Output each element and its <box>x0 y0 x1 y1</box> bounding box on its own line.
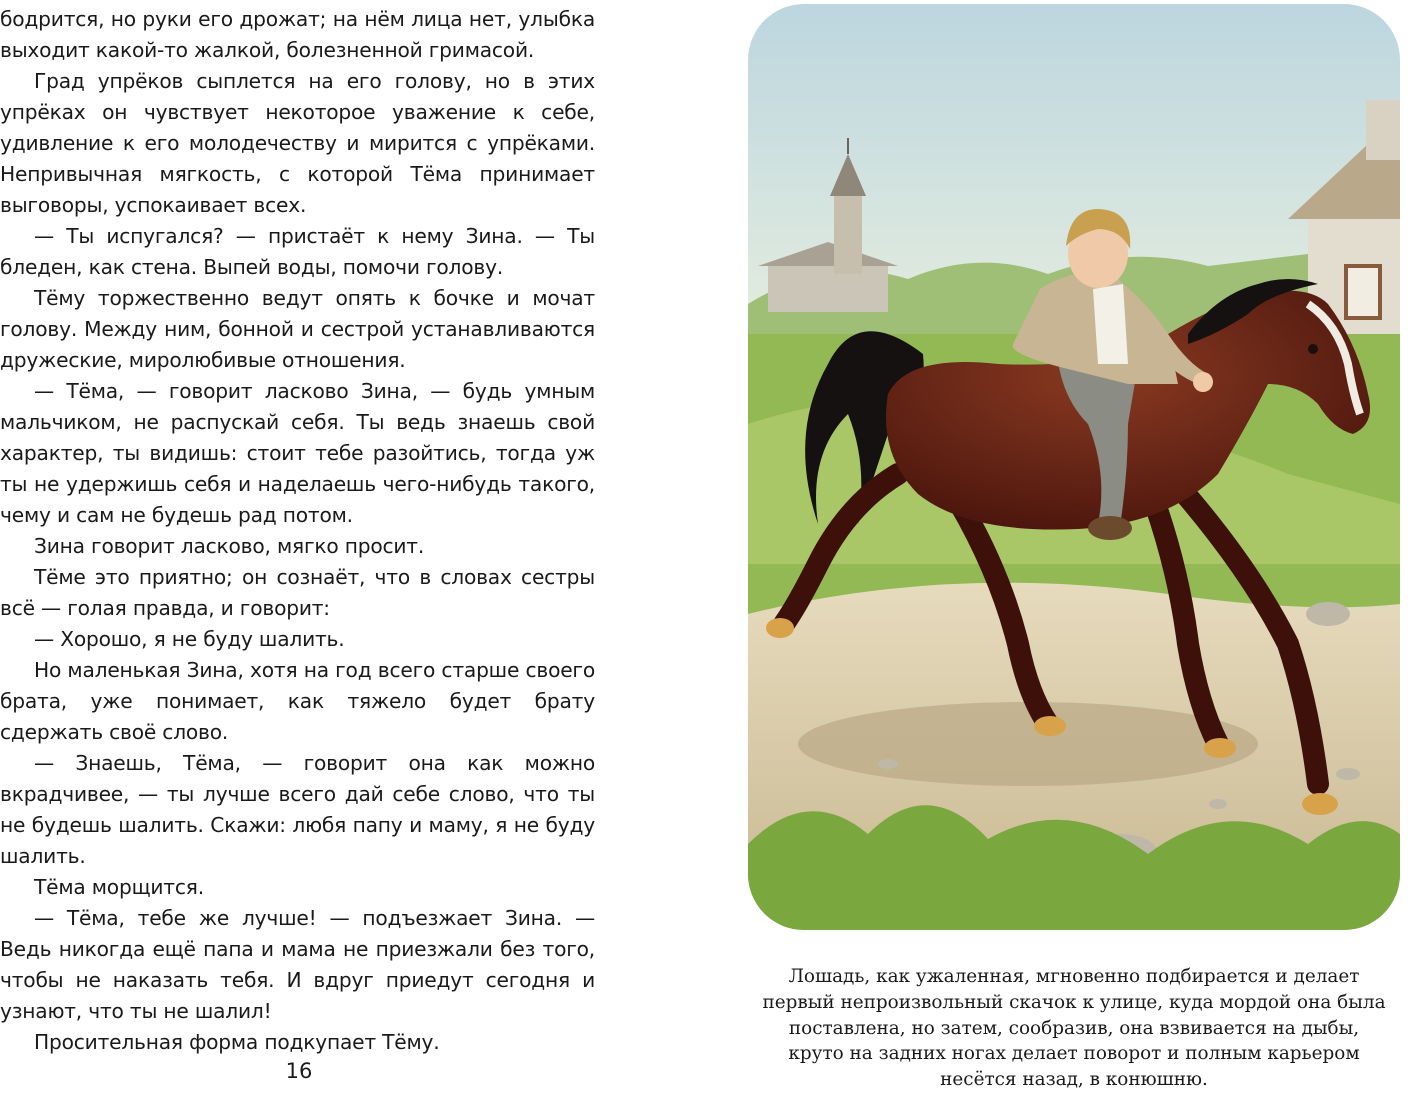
left-page <box>0 0 598 1095</box>
caption-line: первый непроизвольный скачок к улице, куда мордой она была <box>762 991 1386 1013</box>
paragraph: — Знаешь, Тёма, — говорит она как можно вкрадчивее, — ты лучше всего дай себе слово, что ты не будешь шалить. Скажи: любя папу и маму, я не буду шалить. <box>0 751 595 868</box>
paragraph: Зина говорит ласково, мягко просит. <box>34 534 425 558</box>
boy-riding-horse-illustration <box>748 4 1400 930</box>
illustration-svg <box>748 4 1400 930</box>
body-text <box>0 4 595 1058</box>
caption-line: поставлена, но затем, сообразив, она взвивается на дыбы, <box>788 1017 1360 1039</box>
illustration-caption <box>748 964 1400 1093</box>
paragraph: — Ты испугался? — пристаёт к нему Зина. — Ты бледен, как стена. Выпей воды, помочи голову. <box>0 224 595 279</box>
paragraph: Град упрёков сыплется на его голову, но в этих упрёках он чувствует некоторое уважение к себе, удивление к его молодечеству и мирится с упрёками. Непривычная мягкость, с которой Тёма принимает выговоры, успокаивает всех. <box>0 69 595 217</box>
page-number: 16 <box>285 1059 313 1083</box>
paragraph: — Тёма, — говорит ласково Зина, — будь умным мальчиком, не распускай себя. Ты ведь знаешь свой характер, ты видишь: стоит тебе разойтись, тогда уж ты не удержишь себя и наделаешь чего-нибудь такого, чему и сам не будешь рад потом. <box>0 379 595 527</box>
caption-line: Лошадь, как ужаленная, мгновенно подбирается и делает <box>788 966 1360 987</box>
paragraph: Тёме это приятно; он сознаёт, что в словах сестры всё — голая правда, и говорит: <box>0 565 595 620</box>
horse-eye <box>1308 344 1318 354</box>
right-page <box>720 0 1408 1095</box>
caption-line: круто на задних ногах делает поворот и полным карьером <box>788 1043 1360 1065</box>
caption-line: несётся назад, в конюшню. <box>940 1069 1208 1091</box>
paragraph: — Хорошо, я не буду шалить. <box>34 627 345 651</box>
paragraph: бодрится, но руки его дрожат; на нём лица нет, улыбка выходит какой-то жалкой, болезненной гримасой. <box>0 7 595 62</box>
paragraph: Но маленькая Зина, хотя на год всего старше своего брата, уже понимает, как тяжело будет брату сдержать своё слово. <box>0 658 595 744</box>
paragraph: Тёму торжественно ведут опять к бочке и мочат голову. Между ним, бонной и сестрой устанавливаются дружеские, миролюбивые отношения. <box>0 286 595 372</box>
horse-shadow <box>798 702 1258 786</box>
paragraph: Просительная форма подкупает Тёму. <box>34 1030 440 1054</box>
paragraph: — Тёма, тебе же лучше! — подъезжает Зина. — Ведь никогда ещё папа и мама не приезжали без того, чтобы не наказать тебя. И вдруг приедут сегодня и узнают, что ты не шалил! <box>0 906 595 1023</box>
paragraph: Тёма морщится. <box>34 875 204 899</box>
